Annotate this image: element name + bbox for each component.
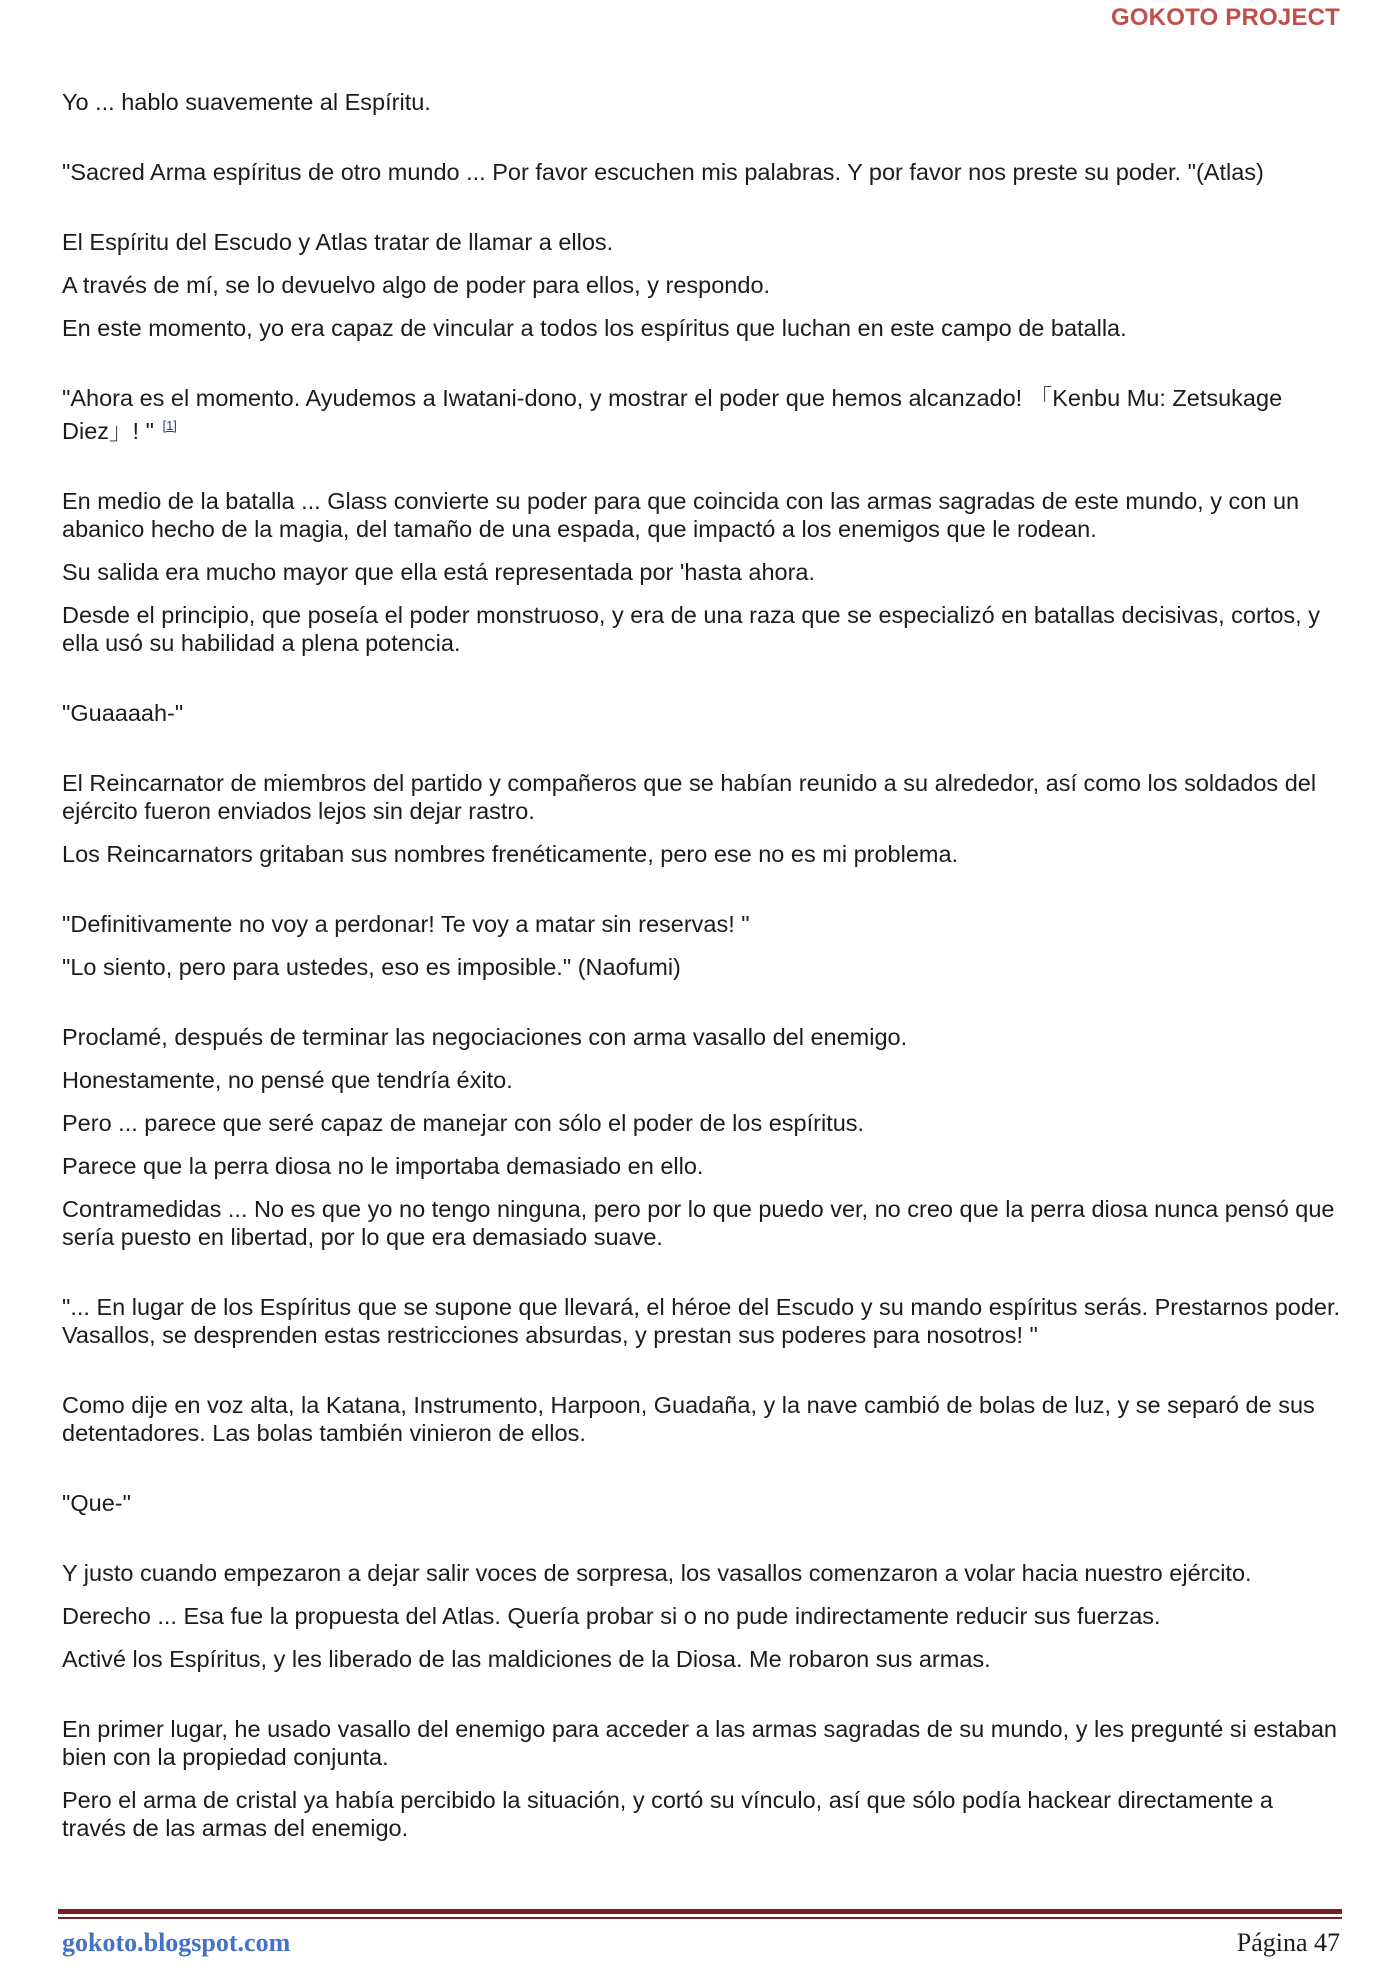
paragraph-text: Honestamente, no pensé que tendría éxito. [62, 1066, 513, 1093]
paragraph [62, 487, 1342, 543]
paragraph-text: Derecho ... Esa fue la propuesta del Atlas. Quería probar si o no pude indirectamente reducir sus fuerzas. [62, 1602, 1161, 1629]
paragraph [62, 158, 1342, 186]
paragraph [62, 384, 1342, 445]
paragraph-text: "Sacred Arma espíritus de otro mundo ... Por favor escuchen mis palabras. Y por favor nos preste su poder. "(Atlas) [62, 159, 1264, 185]
paragraph [62, 271, 1342, 299]
paragraph-text: "Lo siento, pero para ustedes, eso es imposible." (Naofumi) [62, 953, 681, 980]
paragraph [62, 1293, 1342, 1349]
paragraph-text: Como dije en voz alta, la Katana, Instrumento, Harpoon, Guadaña, y la nave cambió de bolas de luz, y se separó de sus detentadores. Las bolas también vinieron de ellos. [62, 1391, 1315, 1446]
paragraph [62, 699, 1342, 727]
paragraph [62, 1715, 1342, 1771]
footer-url-link[interactable]: gokoto.blogspot.com [62, 1928, 291, 1957]
footer-rule [58, 1909, 1342, 1914]
paragraph [62, 88, 1342, 116]
paragraph-text: Y justo cuando empezaron a dejar salir voces de sorpresa, los vasallos comenzaron a volar hacia nuestro ejército. [62, 1559, 1252, 1586]
paragraph [62, 953, 1342, 981]
paragraph [62, 910, 1342, 938]
paragraph-text: "Ahora es el momento. Ayudemos a Iwatani-dono, y mostrar el poder que hemos alcanzado! 「Kenbu Mu: Zetsukage Diez」! " [62, 385, 1283, 444]
paragraph [62, 1391, 1342, 1447]
paragraph-text: Pero ... parece que seré capaz de manejar con sólo el poder de los espíritus. [62, 1109, 865, 1136]
paragraph [62, 1195, 1342, 1251]
page-number: Página 47 [1236, 1928, 1340, 1957]
paragraph-text: Pero el arma de cristal ya había percibido la situación, y cortó su vínculo, así que sólo podía hackear directamente a través de las armas del enemigo. [62, 1786, 1273, 1841]
paragraph [62, 840, 1342, 868]
paragraph [62, 1066, 1342, 1094]
paragraph-text: A través de mí, se lo devuelvo algo de poder para ellos, y respondo. [62, 272, 771, 298]
paragraph [62, 314, 1342, 342]
paragraph [62, 558, 1342, 586]
paragraph [62, 1489, 1342, 1517]
paragraph [62, 1602, 1342, 1630]
paragraph-text: Su salida era mucho mayor que ella está representada por 'hasta ahora. [62, 558, 816, 585]
paragraph [62, 1152, 1342, 1180]
paragraph-text: Yo ... hablo suavemente al Espíritu. [62, 89, 431, 115]
paragraph-text: En medio de la batalla ... Glass convierte su poder para que coincida con las armas sagradas de este mundo, y con un abanico hecho de la magia, del tamaño de una espada, que impactó a los enemigos que le rodean. [62, 487, 1300, 542]
paragraph-text: "Que-" [62, 1489, 131, 1516]
paragraph [62, 769, 1342, 825]
footer-rule-thin [58, 1917, 1342, 1919]
paragraph [62, 1109, 1342, 1137]
paragraph [62, 228, 1342, 256]
paragraph-text: "Guaaaah-" [62, 699, 184, 726]
paragraph-text: El Reincarnator de miembros del partido y compañeros que se habían reunido a su alrededor, así como los soldados del ejército fueron enviados lejos sin dejar rastro. [62, 769, 1317, 824]
paragraph-text: Proclamé, después de terminar las negociaciones con arma vasallo del enemigo. [62, 1023, 908, 1050]
paragraph-text: Parece que la perra diosa no le importaba demasiado en ello. [62, 1152, 704, 1179]
paragraph-text: "Definitivamente no voy a perdonar! Te voy a matar sin reservas! " [62, 910, 750, 937]
paragraph-text: El Espíritu del Escudo y Atlas tratar de llamar a ellos. [62, 229, 614, 255]
paragraph-text: En este momento, yo era capaz de vincular a todos los espíritus que luchan en este campo de batalla. [62, 315, 1127, 341]
paragraph-text: Activé los Espíritus, y les liberado de las maldiciones de la Diosa. Me robaron sus armas. [62, 1645, 991, 1672]
paragraph-text: Contramedidas ... No es que yo no tengo ninguna, pero por lo que puedo ver, no creo que la perra diosa nunca pensó que sería puesto en libertad, por lo que era demasiado suave. [62, 1195, 1335, 1250]
paragraph-text: "... En lugar de los Espíritus que se supone que llevará, el héroe del Escudo y su mando espíritus serás. Prestarnos poder. Vasallos, se desprenden estas restricciones absurdas, y prestan sus poderes para nosotros! " [62, 1293, 1341, 1348]
paragraph [62, 1786, 1342, 1842]
header-brand: GOKOTO PROJECT [1110, 4, 1340, 31]
footnote-link[interactable]: [1] [162, 418, 177, 433]
paragraph [62, 1559, 1342, 1587]
paragraph-text: Los Reincarnators gritaban sus nombres frenéticamente, pero ese no es mi problema. [62, 840, 959, 867]
paragraph-text: Desde el principio, que poseía el poder monstruoso, y era de una raza que se especializó en batallas decisivas, cortos, y ella usó su habilidad a plena potencia. [62, 601, 1320, 656]
paragraph-text: En primer lugar, he usado vasallo del enemigo para acceder a las armas sagradas de su mundo, y les pregunté si estaban bien con la propiedad conjunta. [62, 1715, 1337, 1770]
paragraph [62, 1645, 1342, 1673]
paragraph [62, 1023, 1342, 1051]
paragraph [62, 601, 1342, 657]
document-body [62, 88, 1342, 1857]
